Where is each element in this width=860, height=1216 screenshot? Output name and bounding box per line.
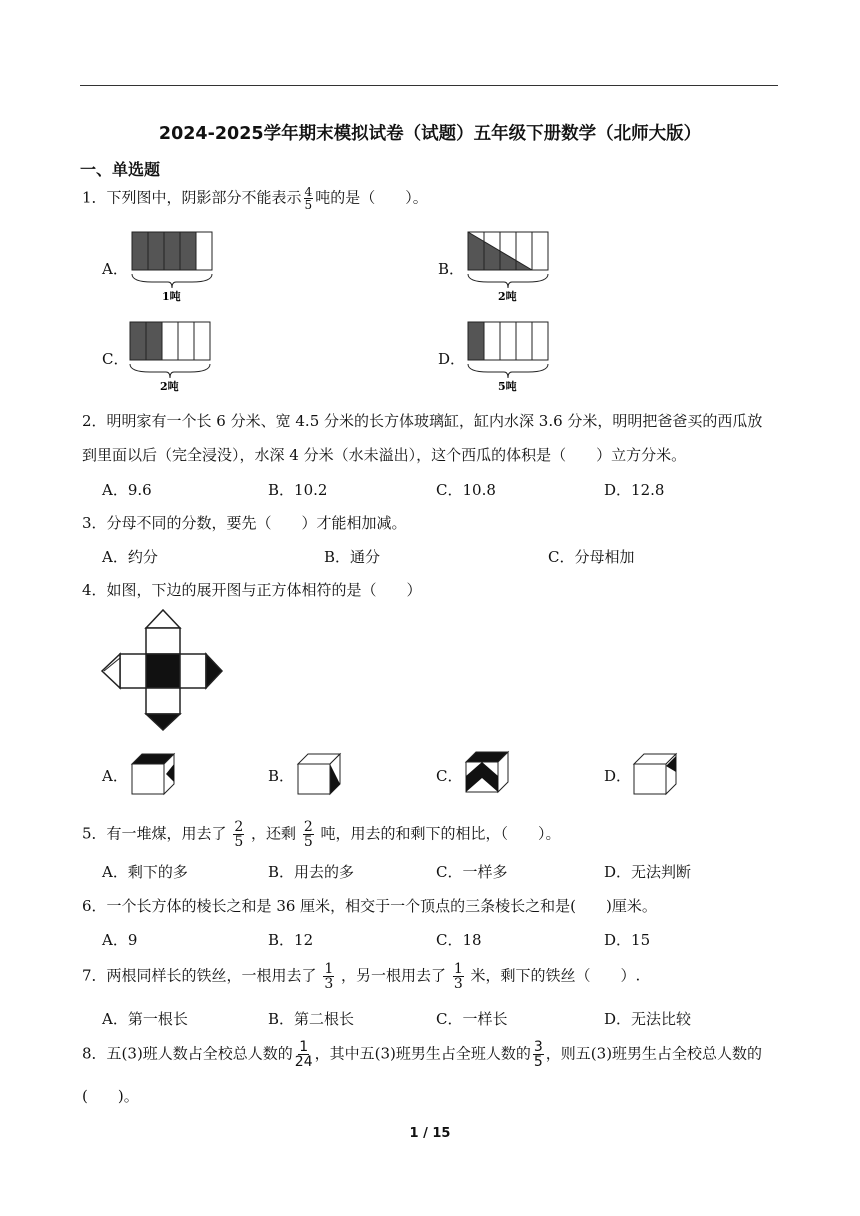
q1-option-b-label: B．	[438, 260, 465, 278]
q4-cube-a	[128, 752, 178, 796]
q2-option-d: D．12.8	[604, 481, 665, 499]
q3-option-c: C．分母相加	[548, 548, 635, 566]
q1-caption-d: 5吨	[498, 380, 517, 393]
q6-option-c: C．18	[436, 931, 482, 949]
q4-option-c-label: C．	[436, 767, 463, 785]
q1-caption-a: 1吨	[162, 290, 181, 303]
question-1-stem: 1．下列图中，阴影部分不能表示 $\frac{4}{5}$ 吨的是（ ）。	[82, 185, 428, 212]
q4-option-a-label: A．	[102, 767, 128, 785]
q4-option-b-label: B．	[268, 767, 295, 785]
q1-option-d-label: D．	[438, 350, 466, 368]
cube-net-figure	[100, 608, 226, 734]
q3-option-a: A．约分	[102, 548, 158, 566]
q4-cube-d	[630, 752, 680, 796]
q7-option-b: B．第二根长	[268, 1010, 355, 1028]
q7-option-a: A．第一根长	[102, 1010, 188, 1028]
q1-figure-b	[464, 230, 554, 304]
question-8-stem: 8．五(3)班人数占全校总人数的 $\frac{1}{24}$ ，其中五(3)班男生占全班人数的 $\frac{3}{5}$ ，则五(3)班男生占全校总人数的	[82, 1039, 763, 1070]
q1-figure-d	[464, 320, 554, 394]
q5-option-b: B．用去的多	[268, 863, 355, 881]
q2-option-c: C．10.8	[436, 481, 496, 499]
q1-caption-c: 2吨	[160, 380, 179, 393]
q3-option-b: B．通分	[324, 548, 381, 566]
question-6-stem: 6．一个长方体的棱长之和是 36 厘米，相交于一个顶点的三条棱长之和是( )厘米。	[82, 897, 657, 915]
q4-cube-c	[462, 750, 512, 796]
q1-option-a-label: A．	[102, 260, 128, 278]
q5-option-c: C．一样多	[436, 863, 508, 881]
fraction: $\frac{2}{5}$	[303, 819, 313, 850]
q1-figure-a	[128, 230, 218, 304]
q6-option-b: B．12	[268, 931, 314, 949]
question-4-stem: 4．如图，下边的展开图与正方体相符的是（ ）	[82, 581, 422, 599]
fraction: $\frac{1}{24}$	[294, 1039, 313, 1070]
question-7-stem: 7．两根同样长的铁丝，一根用去了 $\frac{1}{3}$ ，另一根用去了 $\frac{1}{3}$ 米，剩下的铁丝（ ）.	[82, 961, 641, 992]
page-title: 2024-2025学年期末模拟试卷（试题）五年级下册数学（北师大版）	[158, 124, 702, 144]
question-2-line-2: 到里面以后（完全浸没），水深 4 分米（水未溢出），这个西瓜的体积是（ ）立方分米。	[82, 446, 687, 464]
fraction: $\frac{2}{5}$	[234, 819, 244, 850]
q1-option-c-label: C．	[102, 350, 129, 368]
question-2-line-1: 2．明明家有一个长 6 分米、宽 4.5 分米的长方体玻璃缸，缸内水深 3.6 分米，明明把爸爸买的西瓜放	[82, 412, 763, 430]
q5-option-a: A．剩下的多	[102, 863, 188, 881]
q6-option-a: A．9	[102, 931, 138, 949]
question-3-stem: 3．分母不同的分数，要先（ ）才能相加减。	[82, 514, 407, 532]
section-heading: 一、单选题	[80, 160, 161, 179]
fraction: $\frac{1}{3}$	[324, 961, 334, 992]
header-rule	[80, 85, 778, 86]
page-number: 1 / 15	[409, 1126, 451, 1141]
q2-option-b: B．10.2	[268, 481, 328, 499]
fraction: $\frac{1}{3}$	[453, 961, 463, 992]
fraction: $\frac{3}{5}$	[533, 1039, 543, 1070]
q7-option-d: D．无法比较	[604, 1010, 692, 1028]
fraction: $\frac{4}{5}$	[304, 185, 313, 212]
question-5-stem: 5．有一堆煤，用去了 $\frac{2}{5}$ ，还剩 $\frac{2}{5}$ 吨，用去的和剩下的相比，（ ）。	[82, 819, 561, 850]
q5-option-d: D．无法判断	[604, 863, 692, 881]
q1-caption-b: 2吨	[498, 290, 517, 303]
question-8-line-2: ( )。	[82, 1087, 139, 1105]
q4-option-d-label: D．	[604, 767, 632, 785]
q2-option-a: A．9.6	[102, 481, 152, 499]
q7-option-c: C．一样长	[436, 1010, 508, 1028]
q4-cube-b	[294, 752, 344, 796]
q1-figure-c	[126, 320, 216, 394]
q6-option-d: D．15	[604, 931, 651, 949]
